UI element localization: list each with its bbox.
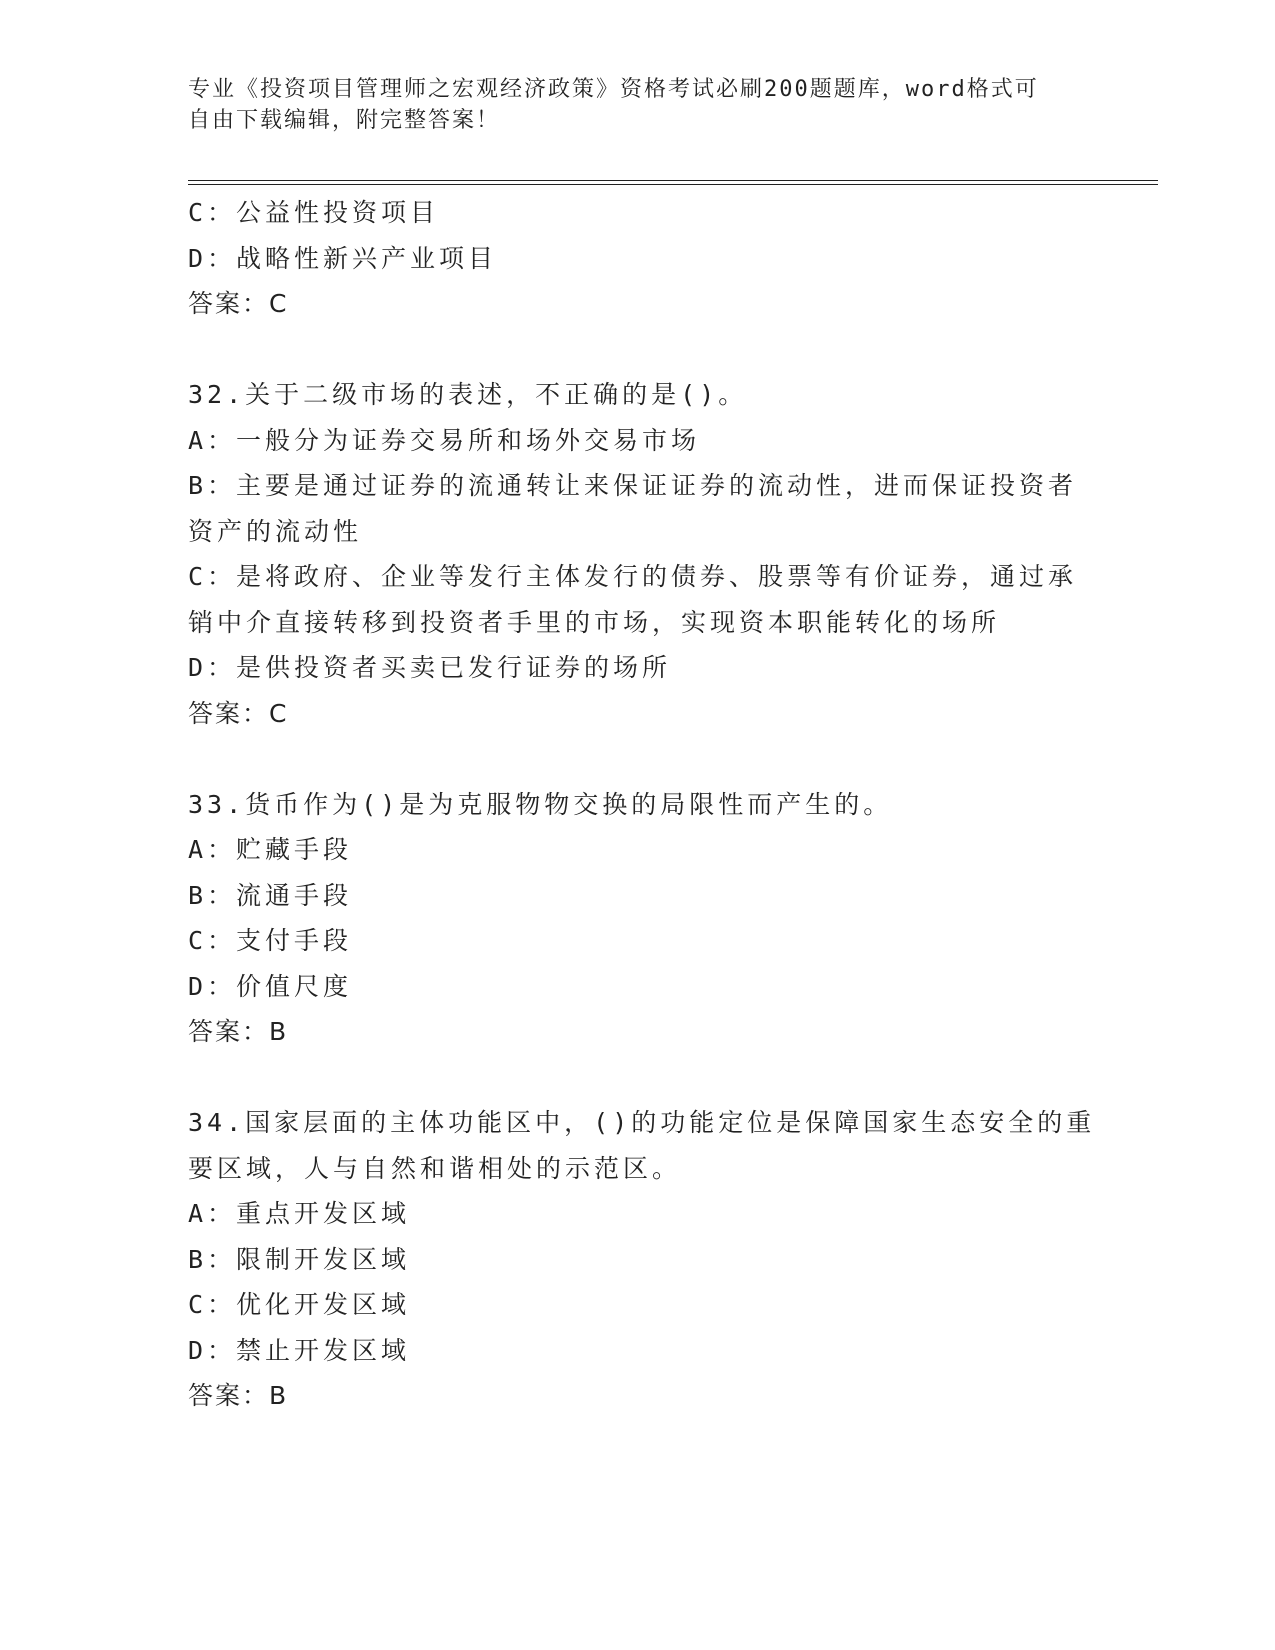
answer: 答案：B — [188, 1017, 289, 1046]
answer: 答案：B — [188, 1381, 289, 1410]
spacer — [188, 736, 1088, 782]
option-a: A：一般分为证券交易所和场外交易市场 — [188, 425, 701, 455]
option-c: C：支付手段 — [188, 926, 353, 955]
answer: 答案：C — [188, 698, 289, 728]
option-b: B：流通手段 — [188, 880, 353, 910]
option-c: C：优化开发区域 — [188, 1290, 411, 1319]
question-stem: 34.国家层面的主体功能区中，()的功能定位是保障国家生态安全的重 — [188, 1108, 1096, 1137]
header-rule-top — [188, 180, 1158, 181]
option-d: D：禁止开发区域 — [188, 1335, 411, 1365]
option-a: A：重点开发区域 — [188, 1199, 411, 1228]
option-b-cont: 资产的流动性 — [188, 516, 363, 546]
option-c: C：是将政府、企业等发行主体发行的债券、股票等有价证券，通过承 — [188, 562, 1078, 591]
option-b: B：主要是通过证券的流通转让来保证证券的流动性，进而保证投资者 — [188, 471, 1078, 500]
option-d: D：是供投资者买卖已发行证券的场所 — [188, 653, 672, 682]
question-34 — [188, 1100, 1096, 1419]
option-b: B：限制开发区域 — [188, 1244, 411, 1274]
header-rule-bottom — [188, 184, 1158, 185]
header-line-1: 专业《投资项目管理师之宏观经济政策》资格考试必刷200题题库，word格式可 — [188, 77, 1039, 102]
question-stem: 33.货币作为()是为克服物物交换的局限性而产生的。 — [188, 789, 893, 819]
option-a: A：贮藏手段 — [188, 835, 353, 864]
option-d: D：价值尺度 — [188, 971, 353, 1001]
spacer — [188, 327, 1088, 373]
question-33 — [188, 782, 1088, 1055]
answer: 答案：C — [188, 289, 289, 318]
question-stem-cont: 要区域，人与自然和谐相处的示范区。 — [188, 1153, 682, 1183]
option-c: C：公益性投资项目 — [188, 198, 440, 227]
option-c-cont: 销中介直接转移到投资者手里的市场，实现资本职能转化的场所 — [188, 607, 1001, 637]
question-32 — [188, 372, 1088, 736]
header-line-2: 自由下载编辑，附完整答案！ — [188, 108, 501, 133]
spacer — [188, 1055, 1088, 1101]
option-d: D：战略性新兴产业项目 — [188, 243, 498, 273]
document-header — [188, 74, 1068, 136]
question-stem: 32.关于二级市场的表述，不正确的是()。 — [188, 380, 748, 409]
question-list — [188, 190, 1096, 1419]
